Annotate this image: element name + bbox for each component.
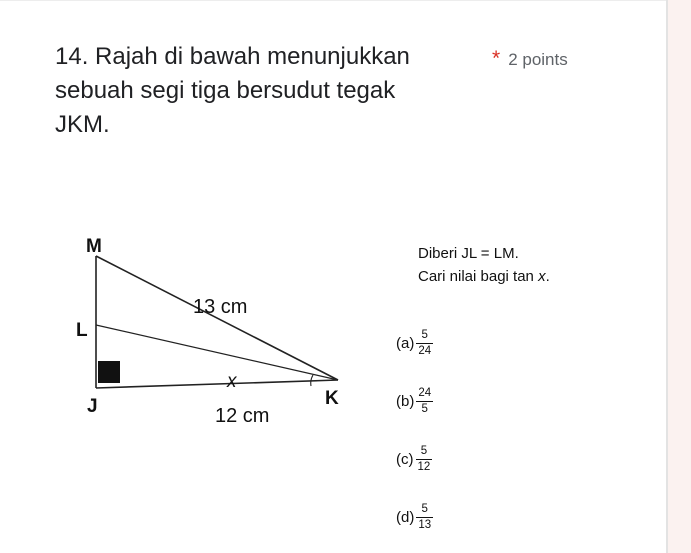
option-c-denominator: 12 [417, 460, 431, 473]
given-statement [418, 242, 550, 289]
option-a[interactable] [396, 314, 596, 372]
option-b-denominator: 5 [421, 402, 428, 415]
given-line-1: Diberi JL = LM. [418, 245, 519, 262]
fraction-bar-icon [416, 459, 433, 460]
triangle-diagram [60, 228, 390, 438]
option-a-numerator: 5 [421, 329, 428, 342]
given-line-2 [418, 265, 550, 288]
vertex-label-k: K [325, 388, 339, 409]
option-d-numerator: 5 [421, 503, 428, 516]
given-line-2-variable: x [538, 268, 546, 286]
given-line-2-suffix: . [545, 268, 550, 286]
vertex-label-l: L [76, 320, 88, 341]
fraction-bar-icon [416, 517, 433, 518]
required-asterisk-icon: * [492, 47, 501, 70]
page-title: 14. Rajah di bawah menunjukkan sebuah segi tiga bersudut tegak JKM. [55, 43, 410, 139]
option-a-letter: (a) [396, 334, 415, 352]
given-line-2-prefix: Cari nilai bagi tan [418, 268, 539, 286]
points-label: 2 points [508, 50, 568, 69]
vertex-label-j: J [87, 396, 98, 417]
fraction-bar-icon [416, 343, 433, 344]
option-b-numerator: 24 [418, 387, 432, 400]
top-divider [0, 0, 668, 1]
side-label-hypotenuse: 13 cm [193, 296, 248, 318]
option-d-fraction [416, 503, 433, 530]
vertex-label-m: M [86, 236, 102, 257]
option-a-denominator: 24 [418, 344, 432, 357]
angle-label-x: x [227, 371, 237, 392]
answer-options [396, 314, 596, 546]
fraction-bar-icon [416, 401, 433, 402]
option-c-numerator: 5 [420, 445, 428, 458]
option-c-letter: (c) [396, 450, 414, 468]
option-c[interactable] [396, 430, 596, 488]
option-b-fraction [416, 387, 433, 414]
question-text-block [55, 40, 425, 142]
option-b[interactable] [396, 372, 596, 430]
page-edge-panel [668, 0, 691, 553]
option-d[interactable] [396, 488, 596, 546]
points-area [492, 48, 568, 70]
option-d-denominator: 13 [418, 518, 432, 531]
option-b-letter: (b) [396, 392, 415, 410]
option-a-fraction [416, 329, 433, 356]
option-d-letter: (d) [396, 508, 415, 526]
side-label-base: 12 cm [215, 405, 270, 427]
option-c-fraction [416, 445, 433, 472]
